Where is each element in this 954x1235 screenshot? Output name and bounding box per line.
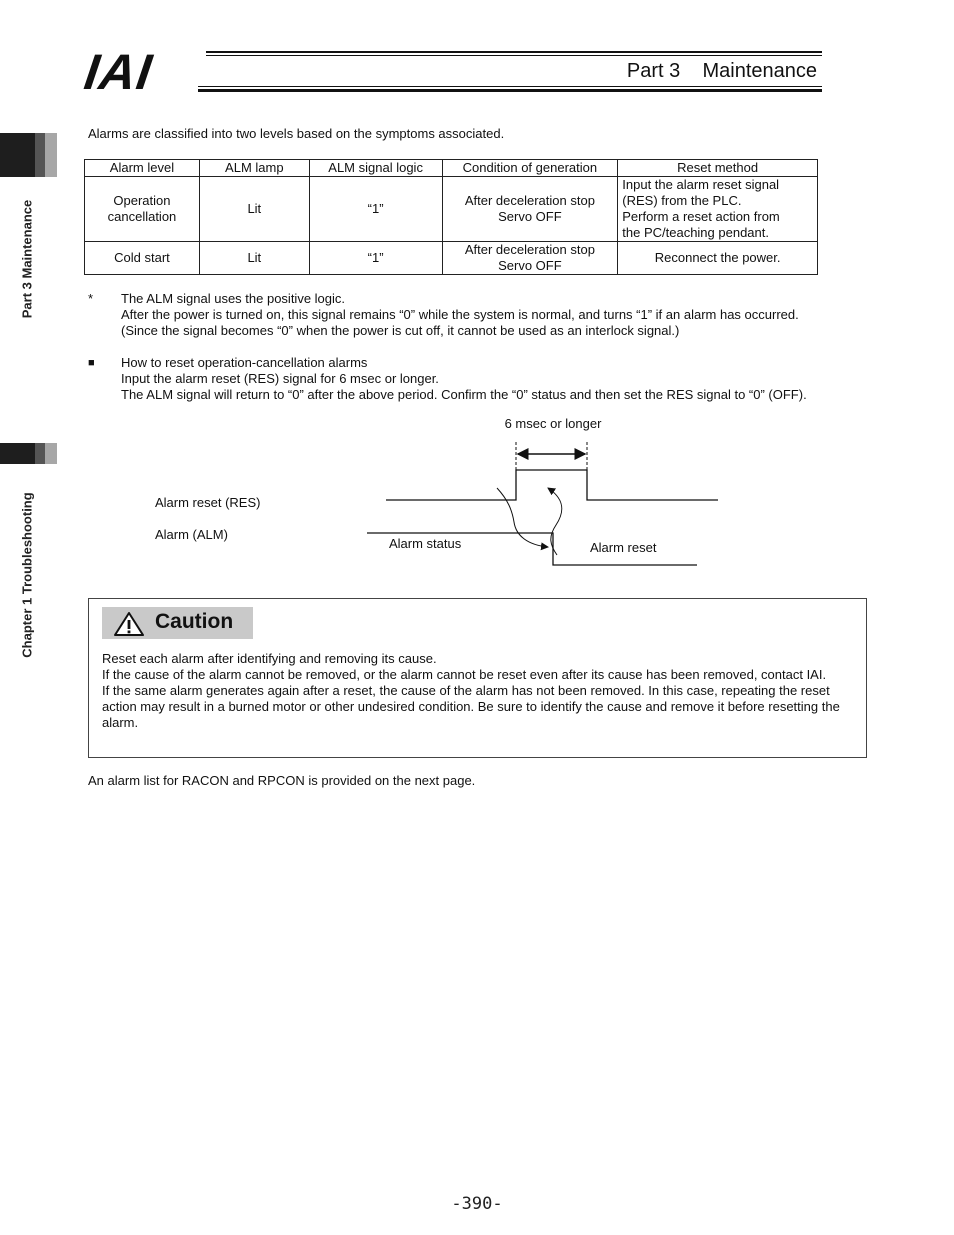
table-cell-lamp: Lit — [199, 242, 309, 275]
side-label-chapter: Chapter 1 Troubleshooting — [19, 492, 35, 658]
page-number: -390- — [451, 1194, 503, 1214]
side-label-part: Part 3 Maintenance — [19, 199, 35, 319]
table-cell-reset: Input the alarm reset signal (RES) from the PLC. Perform a reset action from the PC/teaching pendant. — [618, 177, 818, 242]
table-header-cell: ALM lamp — [199, 160, 309, 177]
table-cell-reset: Reconnect the power. — [618, 242, 818, 275]
table-header-cell: Reset method — [618, 160, 818, 177]
causal-arrow — [497, 488, 548, 547]
alarm-reset-label: Alarm reset — [590, 540, 657, 555]
timing-diagram — [0, 0, 954, 600]
caution-title: Caution — [155, 610, 234, 633]
alarm-status-label: Alarm status — [389, 536, 462, 551]
table-header-cell: ALM signal logic — [309, 160, 442, 177]
howto-line: The ALM signal will return to “0” after the above period. Confirm the “0” status and then set the RES signal to “0” (OFF). — [121, 387, 807, 402]
note-line: (Since the signal becomes “0” when the power is cut off, it cannot be used as an interlock signal.) — [121, 323, 680, 338]
howto-line: Input the alarm reset (RES) signal for 6 msec or longer. — [121, 371, 439, 386]
note-line: After the power is turned on, this signal remains “0” while the system is normal, and turns “1” if an alarm has occurred. — [121, 307, 799, 322]
header-title: Part 3 Maintenance — [626, 60, 817, 82]
iai-logo: IAI — [81, 44, 156, 100]
table-header-cell: Condition of generation — [442, 160, 618, 177]
res-waveform — [386, 470, 718, 500]
footer-note: An alarm list for RACON and RPCON is provided on the next page. — [88, 773, 476, 788]
table-cell-level: Cold start — [85, 242, 200, 275]
caution-line: If the cause of the alarm cannot be removed, or the alarm cannot be reset even after its cause has been removed, contact IAI. — [102, 667, 827, 682]
table-cell-logic: “1” — [309, 242, 442, 275]
caution-line: Reset each alarm after identifying and removing its cause. — [102, 651, 437, 666]
howto-line: How to reset operation-cancellation alarms — [121, 355, 368, 370]
causal-arrow — [548, 488, 562, 555]
note-line: The ALM signal uses the positive logic. — [121, 291, 346, 306]
caution-body — [102, 651, 862, 731]
duration-label: 6 msec or longer — [504, 416, 602, 431]
table-cell-condition: After deceleration stop Servo OFF — [442, 242, 618, 275]
bullet-square-icon: ■ — [88, 357, 95, 369]
caution-line: If the same alarm generates again after a reset, the cause of the alarm has not been removed. In this case, repeating the reset action may result in a burned motor or other undesired condition. Be sure to identify the cause and remove it before resetting the alarm. — [102, 683, 840, 730]
table-cell-logic: “1” — [309, 177, 442, 242]
note-marker: * — [88, 291, 94, 306]
res-label: Alarm reset (RES) — [155, 495, 261, 510]
table-cell-lamp: Lit — [199, 177, 309, 242]
warning-triangle-icon — [113, 611, 145, 637]
intro-text: Alarms are classified into two levels based on the symptoms associated. — [88, 126, 505, 141]
table-header-cell: Alarm level — [85, 160, 200, 177]
table-cell-level: Operation cancellation — [85, 177, 200, 242]
alm-label: Alarm (ALM) — [155, 527, 228, 542]
table-cell-condition: After deceleration stop Servo OFF — [442, 177, 618, 242]
